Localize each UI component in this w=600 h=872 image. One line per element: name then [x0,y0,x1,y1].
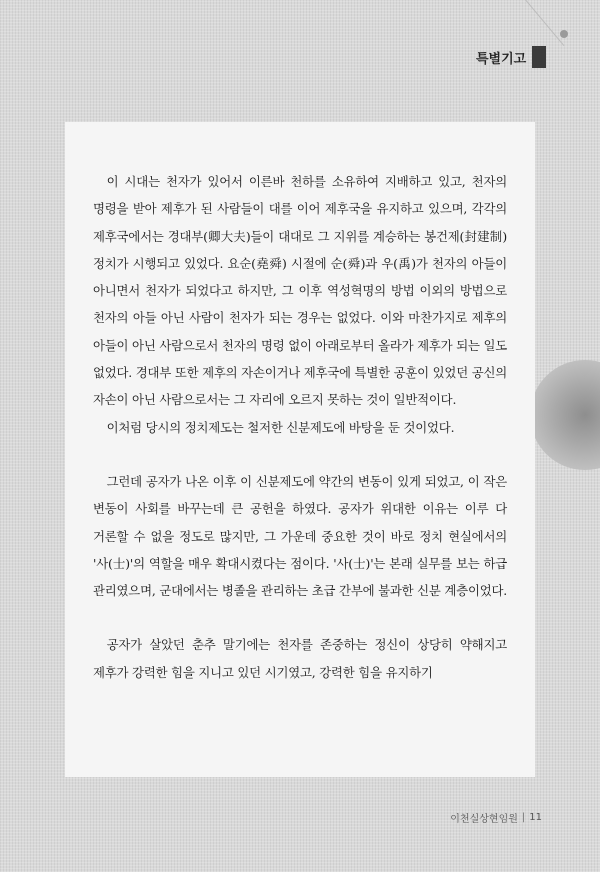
section-label: 특별기고 [476,51,527,67]
article-panel [65,122,535,777]
page-number: 11 [529,812,542,823]
article-paragraph-3: 그런데 공자가 나온 이후 이 신분제도에 약간의 변동이 있게 되었고, 이 작은 변동이 사회를 바꾸는데 큰 공헌을 하였다. 공자가 위대한 이유는 이루 다 거론할 수 없을 정도로 많지만, 그 가운데 중요한 것이 바로 정치 현실에서의 '사(士)'의 역할을 매우 확대시켰다는 점이다. '사(士)'는 본래 실무를 보는 하급 관리였으며, 군대에서는 병졸을 관리하는 초급 간부에 불과한 신분 계층이었다. [93,473,508,599]
decorative-circle [530,360,600,470]
section-tag [476,46,546,68]
section-tab-marker [532,46,546,68]
publication-name: 이천실상현임원 [450,814,518,825]
article-paragraph-4: 공자가 살았던 춘추 말기에는 천자를 존중하는 정신이 상당히 약해지고 제후가 강력한 힘을 지니고 있던 시기였고, 강력한 힘을 유지하기 [93,637,507,680]
corner-decorative-dot [560,30,568,38]
corner-decorative-line [525,0,564,46]
page-footer [450,810,542,825]
footer-separator: | [521,812,526,823]
article-paragraph-1: 이 시대는 천자가 있어서 이른바 천하를 소유하여 지배하고 있고, 천자의 명령을 받아 제후가 된 사람들이 대를 이어 제후국을 유지하고 있으며, 각각의 제후국에서는 경대부(卿大夫)들이 대대로 그 지위를 계승하는 봉건제(封建制) 정치가 시행되고 있었다. 요순(堯舜) 시절에 순(舜)과 우(禹)가 천자의 아들이 아니면서 천자가 되었다고 하지만, 그 이후 역성혁명의 방법 이외의 방법으로 천자의 아들 아닌 사람이 천자가 되는 경우는 없었다. 이와 마찬가지로 제후의 아들이 아닌 사람으로서 천자의 명령 없이 아래로부터 올라가 제후가 되는 일도 없었다. 경대부 또한 제후의 자손이거나 제후국에 특별한 공훈이 있었던 공신의 자손이 아닌 사람으로서는 그 자리에 오르지 못하는 것이 일반적이다. [93,174,508,408]
article-paragraph-2: 이처럼 당시의 정치제도는 철저한 신분제도에 바탕을 둔 것이었다. [106,419,455,435]
